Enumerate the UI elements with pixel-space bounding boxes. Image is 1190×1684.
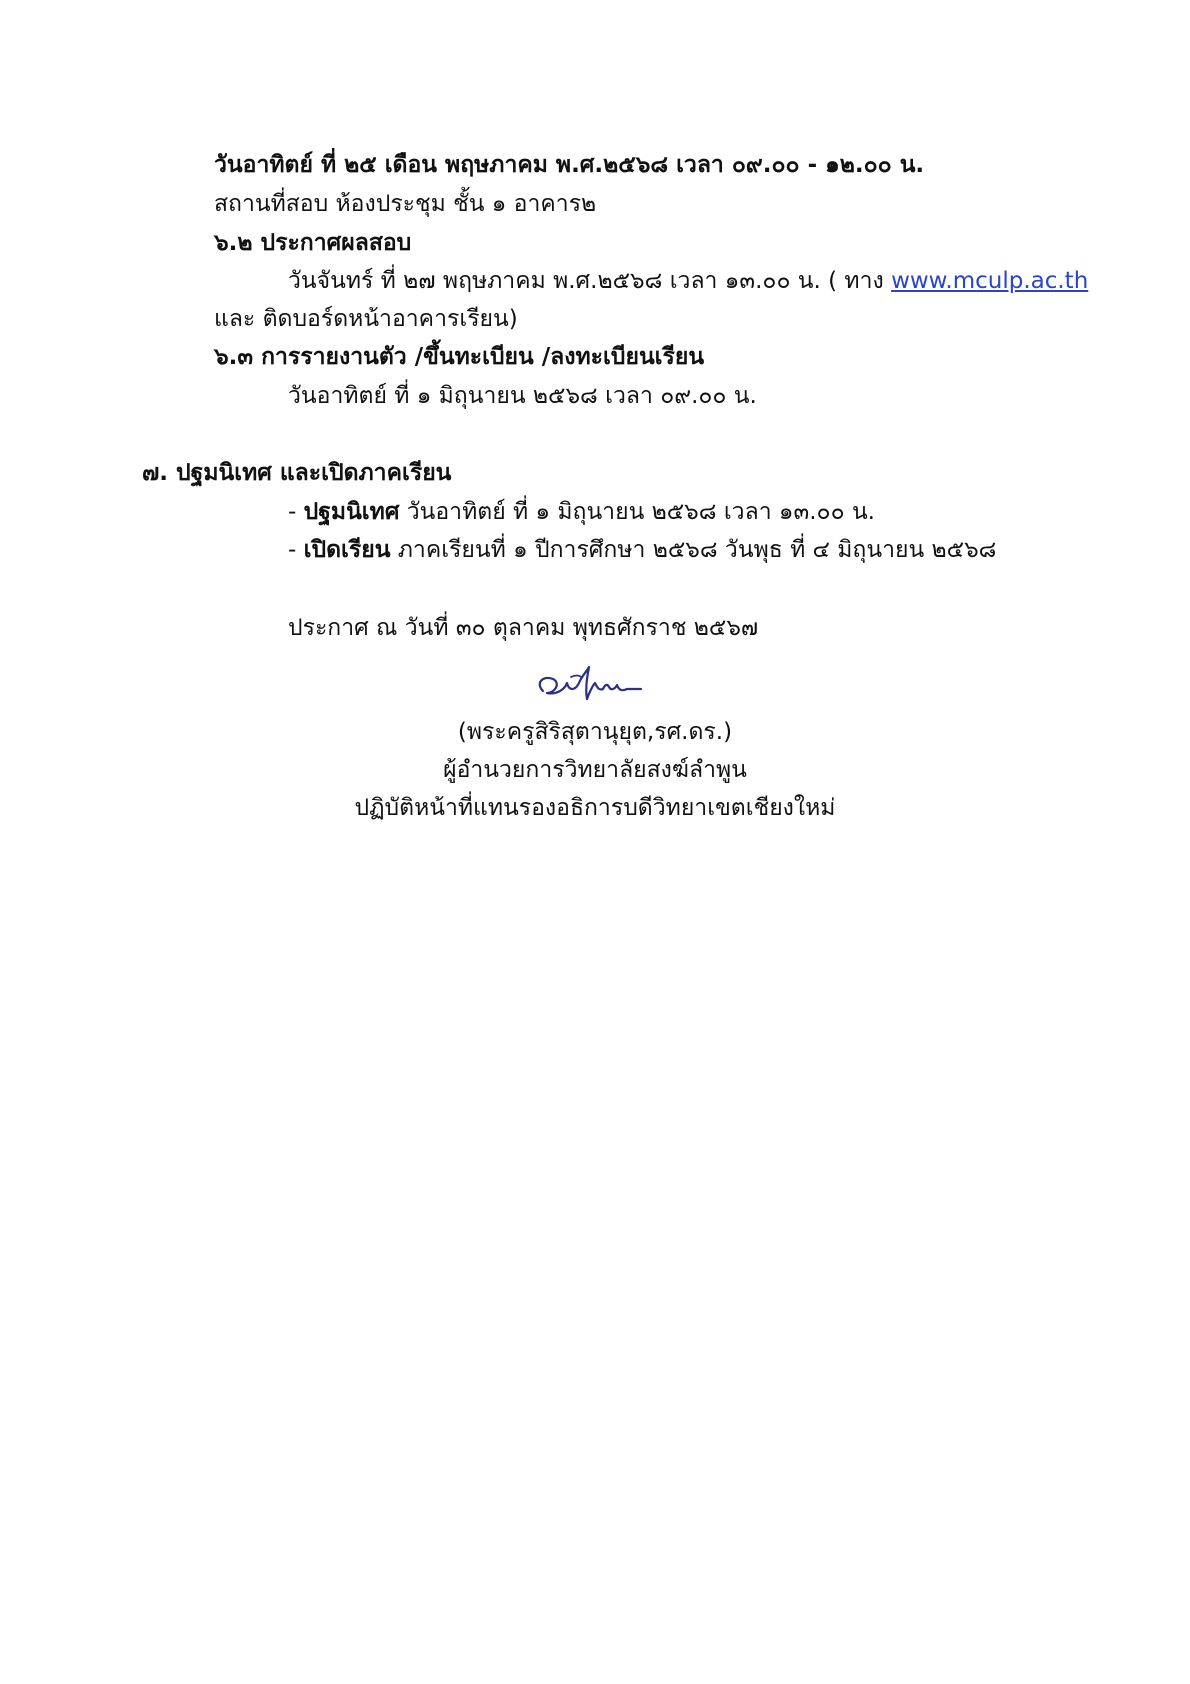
item-2-bold-label: เปิดเรียน bbox=[303, 537, 391, 563]
signatory-name: (พระครูสิริสุตานุยุต,รศ.ดร.) bbox=[457, 719, 733, 745]
result-heading: ๖.๒ ประกาศผลสอบ bbox=[214, 230, 412, 256]
result-line-2: และ ติดบอร์ดหน้าอาคารเรียน) bbox=[214, 306, 518, 332]
item-1-text: วันอาทิตย์ ที่ ๑ มิถุนายน ๒๕๖๘ เวลา ๑๓.๐๐ น. bbox=[399, 499, 875, 525]
result-date-text: วันจันทร์ ที่ ๒๗ พฤษภาคม พ.ศ.๒๕๖๘ เวลา ๑๓.๐๐ น. ( ทาง bbox=[288, 268, 892, 294]
handwritten-signature bbox=[531, 663, 649, 707]
orientation-item-1 bbox=[288, 496, 875, 528]
orientation-item-2 bbox=[288, 534, 996, 566]
website-link[interactable]: www.mculp.ac.th bbox=[891, 268, 1089, 294]
register-date-line: วันอาทิตย์ ที่ ๑ มิถุนายน ๒๕๖๘ เวลา ๐๙.๐๐ น. bbox=[288, 383, 757, 409]
item-1-dash: - bbox=[288, 499, 304, 525]
register-heading: ๖.๓ การรายงานตัว /ขึ้นทะเบียน /ลงทะเบียนเรียน bbox=[214, 344, 705, 370]
item-1-bold-label: ปฐมนิเทศ bbox=[303, 499, 400, 525]
exam-date-line: วันอาทิตย์ ที่ ๒๕ เดือน พฤษภาคม พ.ศ.๒๕๖๘ เวลา ๐๙.๐๐ - ๑๒.๐๐ น. bbox=[214, 152, 925, 178]
result-date-line bbox=[288, 265, 1088, 297]
item-2-text: ภาคเรียนที่ ๑ ปีการศึกษา ๒๕๖๘ วันพุธ ที่ ๔ มิถุนายน ๒๕๖๘ bbox=[390, 537, 997, 563]
item-2-dash: - bbox=[288, 537, 304, 563]
announce-date-line: ประกาศ ณ วันที่ ๓๐ ตุลาคม พุทธศักราช ๒๕๖๗ bbox=[288, 615, 759, 641]
orientation-heading: ๗. ปฐมนิเทศ และเปิดภาคเรียน bbox=[142, 460, 452, 486]
signatory-position-2: ปฏิบัติหน้าที่แทนรองอธิการบดีวิทยาเขตเชียงใหม่ bbox=[354, 795, 836, 821]
signatory-position-1: ผู้อำนวยการวิทยาลัยสงฆ์ลำพูน bbox=[443, 757, 747, 783]
exam-venue-line: สถานที่สอบ ห้องประชุม ชั้น ๑ อาคาร๒ bbox=[214, 191, 597, 217]
